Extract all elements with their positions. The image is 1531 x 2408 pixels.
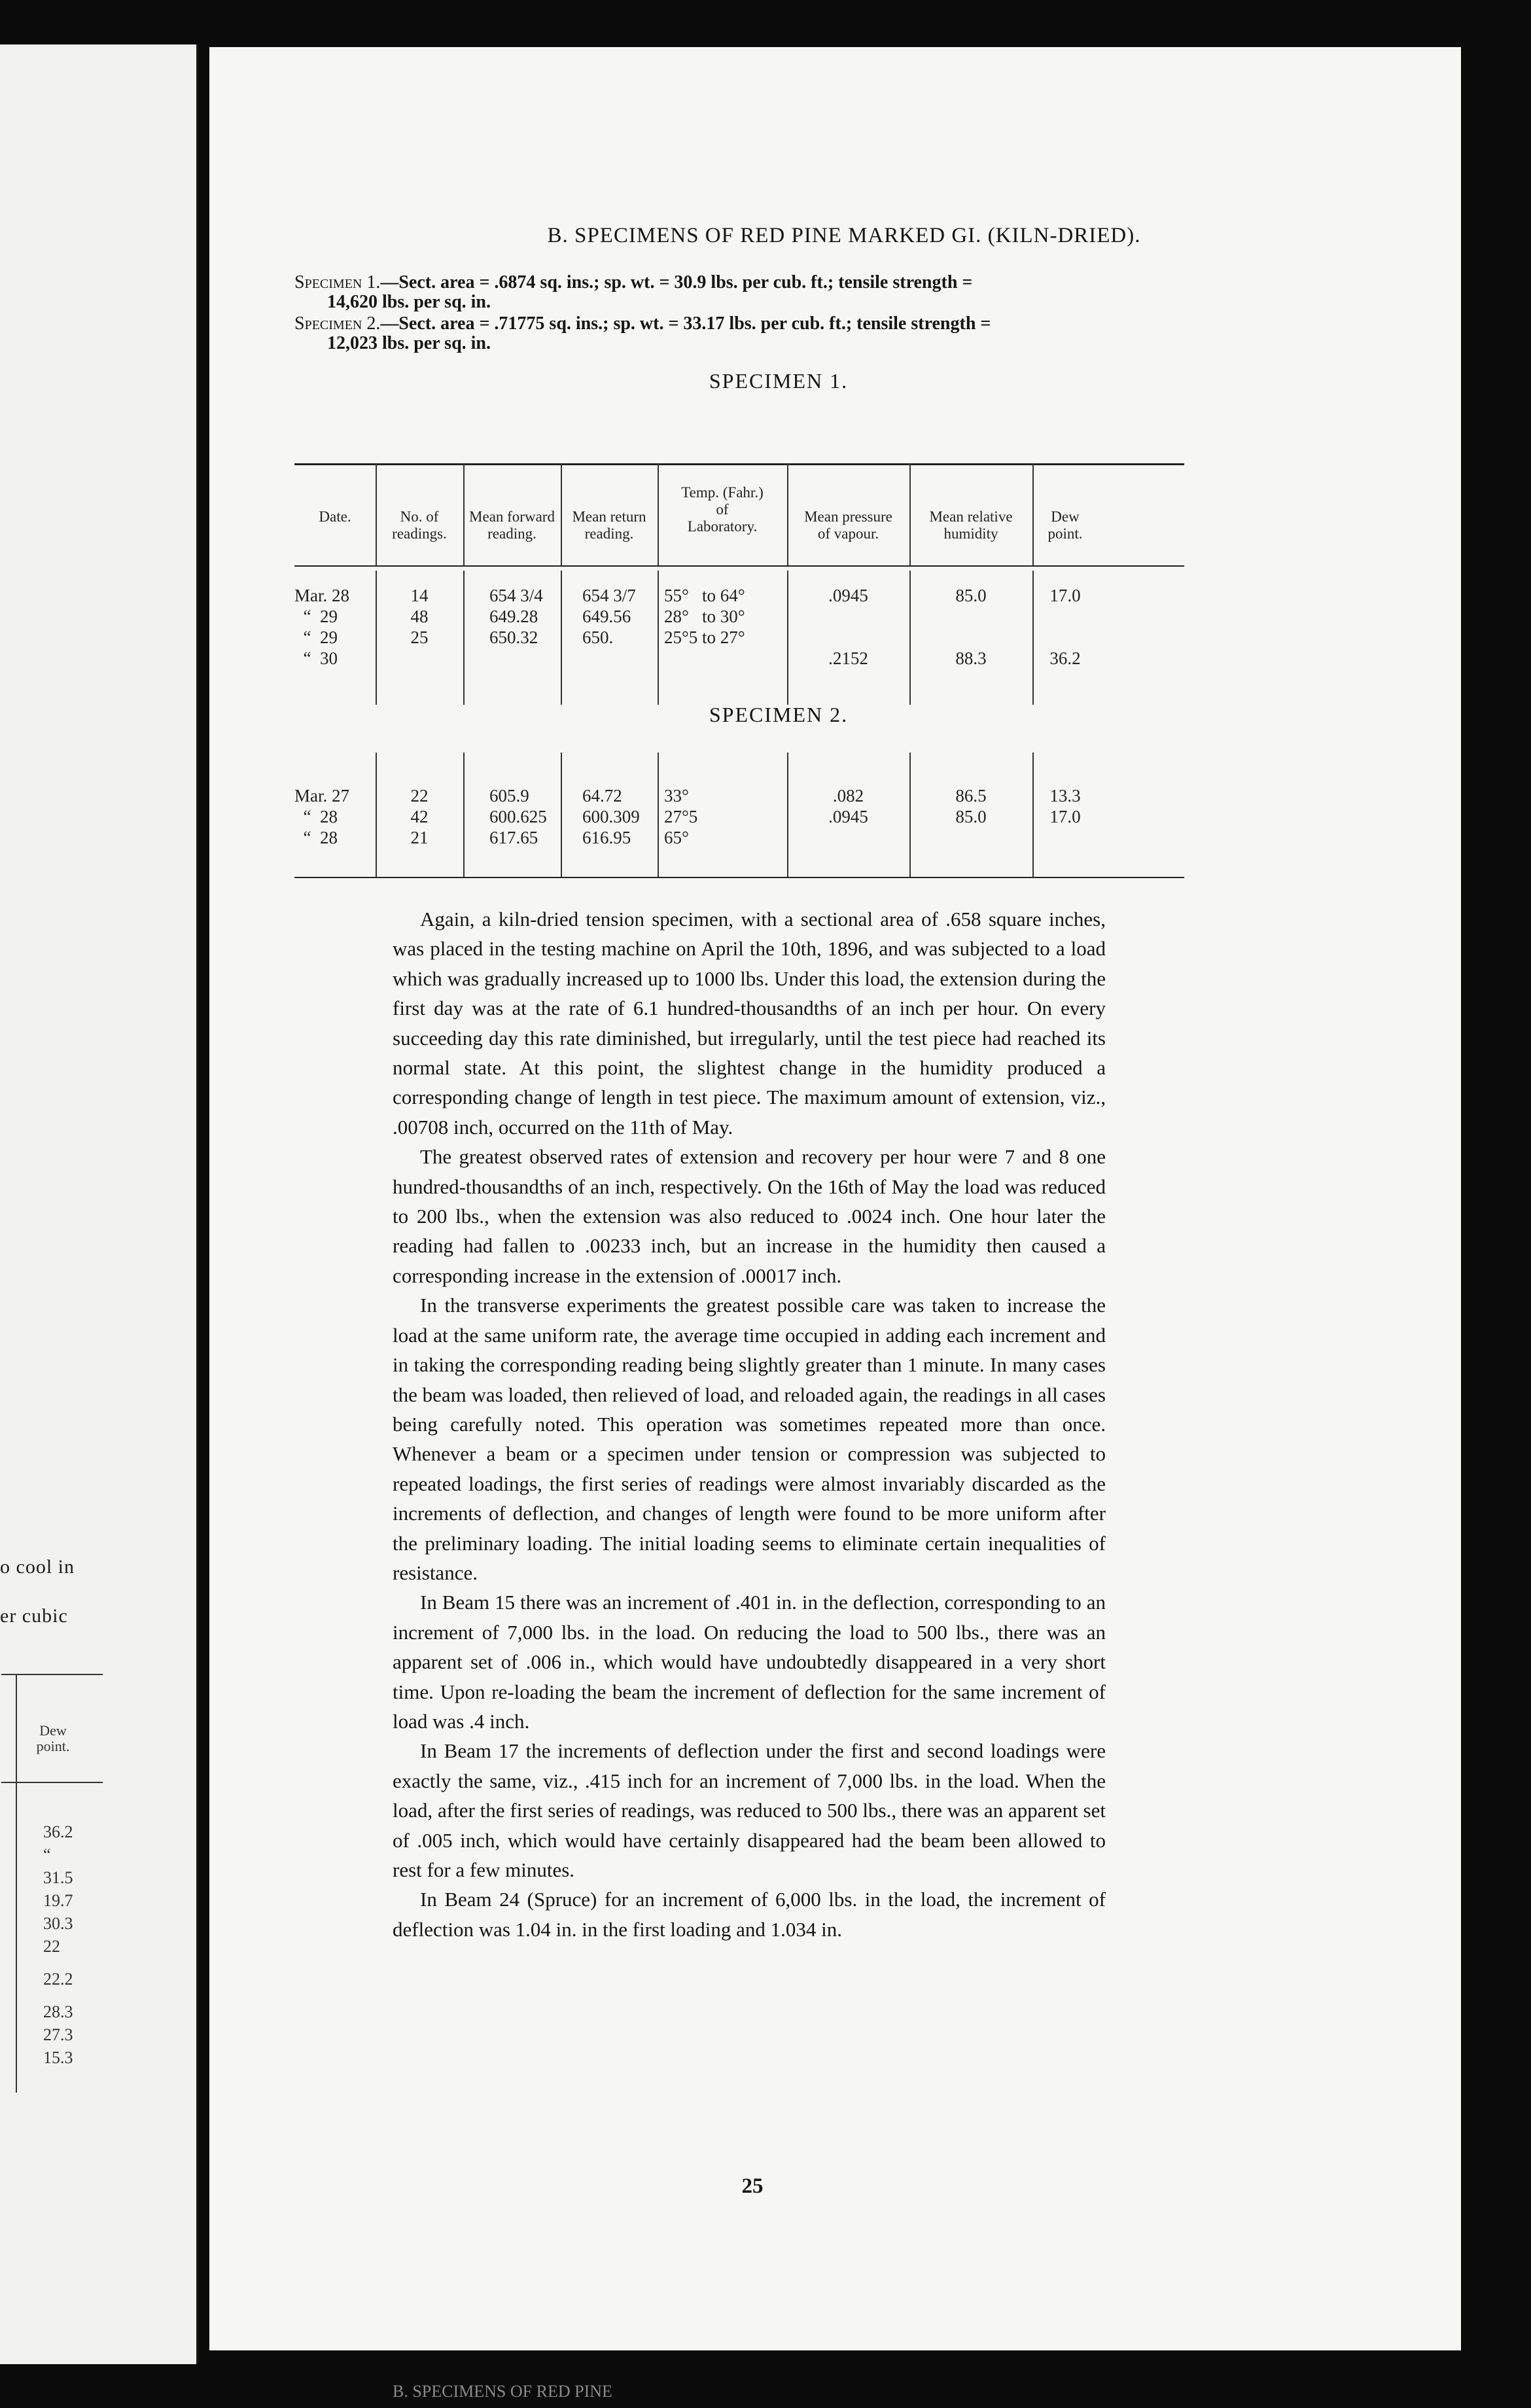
previous-page	[0, 44, 198, 2364]
specimen-text-cont: 14,620 lbs. per sq. in.	[327, 292, 491, 312]
col-header-forward: Mean forward reading.	[469, 508, 555, 542]
s2-pressure: .082 .0945	[828, 786, 868, 826]
left-page-fragment: o cool in	[0, 1556, 75, 1578]
left-dew-value: 19.7	[43, 1891, 73, 1910]
s1-pressure-b: .2152	[828, 648, 868, 668]
left-dew-value: “	[43, 1845, 51, 1864]
col-header-date: Date.	[319, 508, 351, 525]
s1-return: 654 3/7 649.56 650.	[582, 586, 636, 647]
specimen-text: —Sect. area = .71775 sq. ins.; sp. wt. = 33.17 lbs. per cub. ft.; tensile strength =	[380, 313, 991, 334]
paragraph: In the transverse experiments the greatest possible care was taken to increase the load at the same uniform rate, the average time occupied in adding each increment and in taking the corresponding reading being slightly greater than 1 minute. In many cases the beam was loaded, then relieved of load, and reloaded again, the readings in all cases being carefully noted. This operation was sometimes repeated more than once. Whenever a beam or a specimen under tension or compression was subjected to repeated loadings, the first series of readings were almost invariably discarded as the increments of deflection, and changes of length were found to be more uniform after the preliminary loading. The initial loading seems to eliminate certain inequalities of resistance.	[393, 1294, 1106, 1584]
col-header-readings: No. of readings.	[392, 508, 447, 542]
s1-forward: 654 3/4 649.28 650.32	[489, 586, 543, 647]
left-page-table-fragment	[16, 1674, 89, 2093]
page-number: 25	[741, 2174, 764, 2198]
left-dew-value: 15.3	[43, 2048, 73, 2067]
left-dew-value: 31.5	[43, 1868, 73, 1887]
footer-bleed-text: B. SPECIMENS OF RED PINE	[393, 2382, 612, 2401]
left-page-fragment: er cubic	[0, 1605, 68, 1627]
col-header-return: Mean return reading.	[572, 508, 646, 542]
table-2-title: SPECIMEN 2.	[709, 703, 849, 726]
table-1-title: SPECIMEN 1.	[709, 369, 849, 393]
s2-date: Mar. 27 “ 28 “ 28	[294, 786, 349, 847]
col-header-temp: Temp. (Fahr.) of Laboratory.	[681, 484, 764, 535]
s1-date: Mar. 28 “ 29 “ 29 “ 30	[294, 586, 349, 668]
s1-dew-b: 36.2	[1049, 648, 1081, 668]
specimen-label: Specimen 2.	[294, 313, 381, 334]
left-dew-value: 22.2	[43, 1970, 73, 1989]
left-dew-value: 28.3	[43, 2002, 73, 2021]
data-table	[294, 414, 1184, 885]
s1-humidity-a: 85.0	[955, 586, 987, 605]
s2-humidity: 86.5 85.0	[955, 786, 987, 826]
s2-forward: 605.9 600.625 617.65	[489, 786, 547, 847]
left-dew-value: 27.3	[43, 2025, 73, 2044]
s1-humidity-b: 88.3	[955, 648, 987, 668]
specimen-1-description	[294, 273, 1276, 312]
specimen-text-cont: 12,023 lbs. per sq. in.	[327, 333, 491, 353]
s1-pressure-a: .0945	[828, 586, 868, 605]
s1-dew-a: 17.0	[1049, 586, 1081, 605]
col-header-pressure: Mean pressure of vapour.	[804, 508, 892, 542]
s2-readings: 22 42 21	[410, 786, 429, 847]
specimen-label: Specimen 1.	[294, 272, 381, 292]
body-text	[393, 904, 1106, 1944]
paragraph: The greatest observed rates of extension and recovery per hour were 7 and 8 one hundred-thousandths of an inch, respectively. On the 16th of May the load was reduced to 200 lbs., when the extension was also reduced to .0024 inch. One hour later the reading had fallen to .00233 inch, but an increase in the humidity then caused a corresponding increase in the extension of .00017 inch.	[393, 1145, 1106, 1287]
left-dew-value: 22	[43, 1937, 60, 1956]
document-page	[209, 47, 1461, 2350]
s2-return: 64.72 600.309 616.95	[582, 786, 640, 847]
specimen-2-description	[294, 314, 1276, 353]
col-header-dew: Dew point.	[1047, 508, 1083, 542]
paragraph: In Beam 17 the increments of deflection under the first and second loadings were exactly the same, viz., .415 inch for an increment of 7,000 lbs. in the load. When the load, after the first series of readings, was reduced to 500 lbs., there was an apparent set of .005 inch, which would have certainly disappeared had the beam been allowed to rest for a few minutes.	[393, 1739, 1106, 1881]
col-header-humidity: Mean relative humidity	[929, 508, 1013, 542]
left-col-header: Dew point.	[36, 1722, 70, 1754]
s1-temp: 55° to 64° 28° to 30° 25°5 to 27°	[664, 586, 745, 647]
section-title: B. SPECIMENS OF RED PINE MARKED GI. (KILN-DRIED).	[547, 224, 1141, 247]
s2-temp: 33° 27°5 65°	[664, 786, 698, 847]
s2-dew: 13.3 17.0	[1049, 786, 1081, 826]
left-dew-value: 36.2	[43, 1822, 73, 1841]
s1-readings: 14 48 25	[410, 586, 429, 647]
paragraph: In Beam 15 there was an increment of .401 in. in the deflection, corresponding to an increment of 7,000 lbs. in the load. On reducing the load to 500 lbs., there was an apparent set of .006 in., which would have undoubtedly disappeared in a very short time. Upon re-loading the beam the increment of deflection for the same increment of load was .4 inch.	[393, 1591, 1106, 1733]
left-dew-value: 30.3	[43, 1914, 73, 1933]
paragraph: In Beam 24 (Spruce) for an increment of 6,000 lbs. in the load, the increment of deflection was 1.04 in. in the first loading and 1.034 in.	[393, 1888, 1106, 1941]
paragraph: Again, a kiln-dried tension specimen, with a sectional area of .658 square inches, was placed in the testing machine on April the 10th, 1896, and was subjected to a load which was gradually increased up to 1000 lbs. Under this load, the extension during the first day was at the rate of 6.1 hundred-thousandths of an inch per hour. On every succeeding day this rate diminished, but irregularly, until the test piece had reached its normal state. At this point, the slightest change in the humidity produced a corresponding change of length in test piece. The maximum amount of extension, viz., .00708 inch, occurred on the 11th of May.	[393, 908, 1106, 1139]
specimen-text: —Sect. area = .6874 sq. ins.; sp. wt. = 30.9 lbs. per cub. ft.; tensile strength =	[380, 272, 973, 292]
